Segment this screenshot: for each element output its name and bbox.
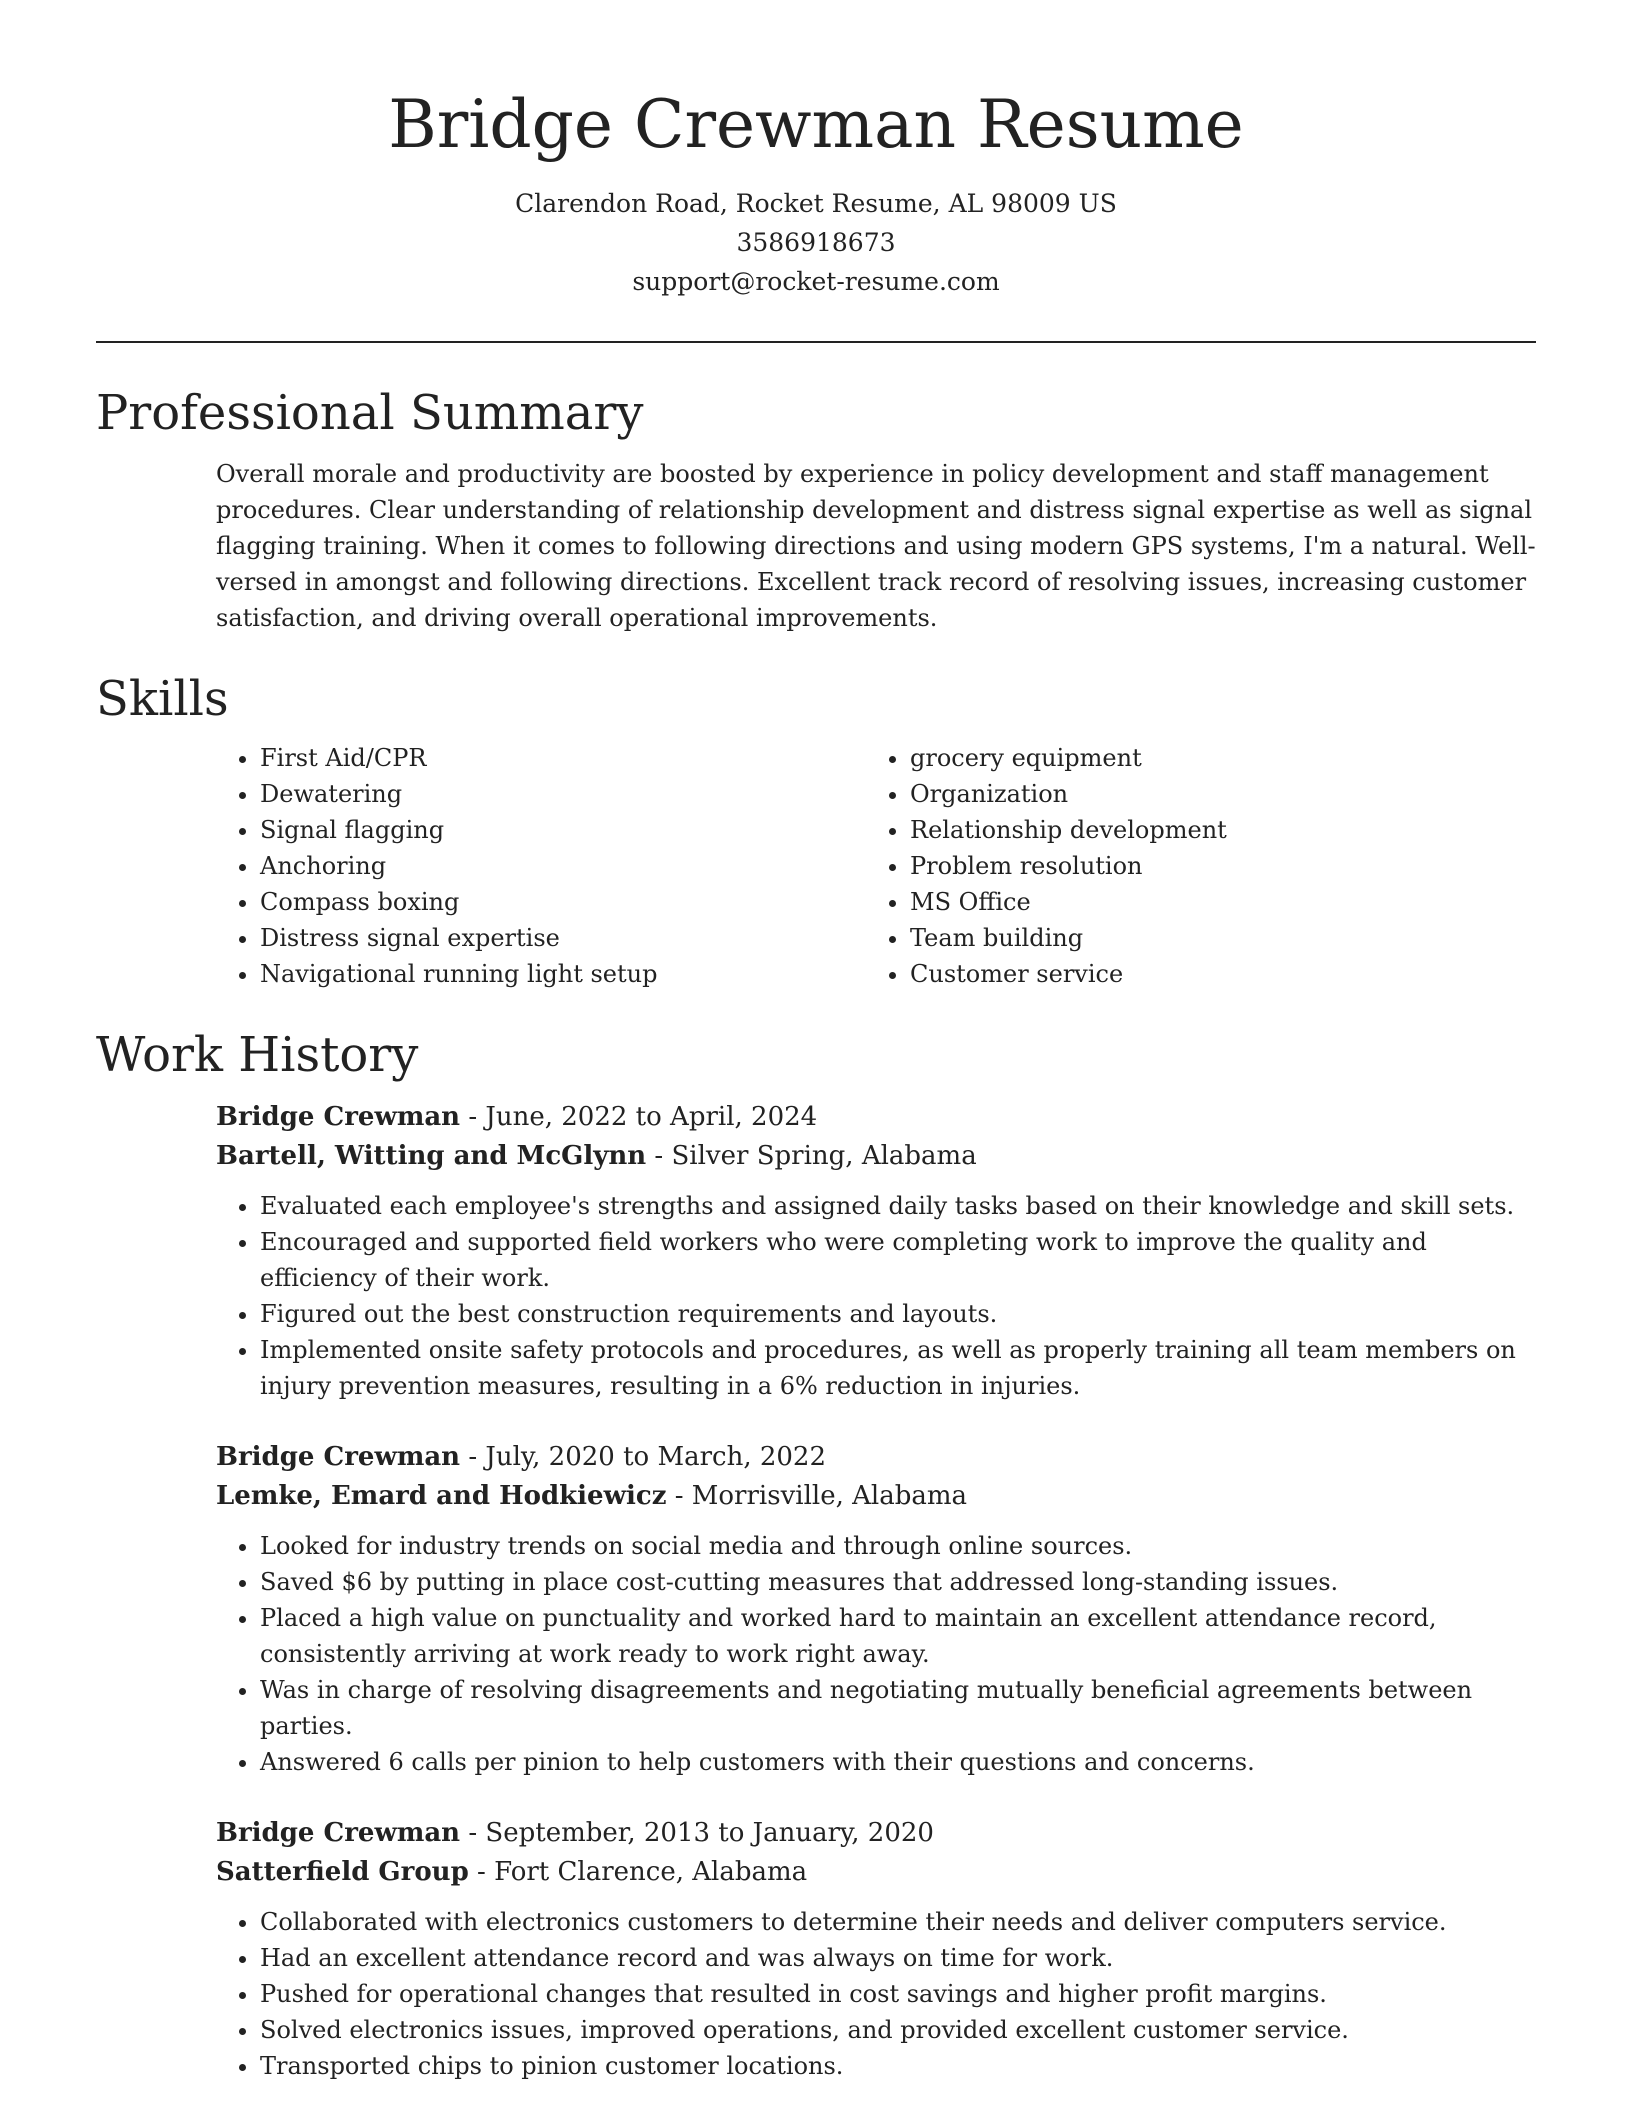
skills-columns [96,740,1536,992]
job-role-line [216,1098,1536,1137]
job-role: Bridge Crewman [216,1818,461,1848]
job-role-line [216,1814,1536,1853]
job-location: - Fort Clarence, Alabama [468,1857,808,1887]
skills-section [96,668,1536,992]
skills-list-right [866,740,1516,992]
job-bullet: • Implemented onsite safety protocols and procedures, as well as properly training all team members on injury prevention measures, resulting in a 6% reduction in injuries. [260,1332,1536,1404]
job-location: - Morrisville, Alabama [666,1481,968,1511]
skill-item: • grocery equipment [910,740,1516,776]
job-role: Bridge Crewman [216,1442,461,1472]
skill-item: • Compass boxing [260,884,866,920]
skills-title: Skills [96,671,229,727]
job-bullets [216,1188,1536,1404]
job-entry [96,1098,1536,1404]
job-bullets [216,1904,1536,2084]
job-bullet: • Answered 6 calls per pinion to help customers with their questions and concerns. [260,1744,1536,1780]
skill-item: • Problem resolution [910,848,1516,884]
contact-phone: 3586918673 [736,228,896,257]
job-company: Bartell, Witting and McGlynn [216,1141,647,1171]
job-bullet: • Had an excellent attendance record and was always on time for work. [260,1940,1536,1976]
job-role-line [216,1438,1536,1477]
skill-item: • Organization [910,776,1516,812]
job-dates: - September, 2013 to January, 2020 [460,1818,934,1848]
job-role: Bridge Crewman [216,1102,461,1132]
job-company: Satterfield Group [216,1857,469,1887]
contact-address: Clarendon Road, Rocket Resume, AL 98009 US [515,189,1117,218]
summary-title: Professional Summary [96,385,644,441]
skill-item: • Signal flagging [260,812,866,848]
job-company-line [216,1477,1536,1516]
job-bullet: • Was in charge of resolving disagreements and negotiating mutually beneficial agreements between parties. [260,1672,1536,1744]
job-bullet: • Looked for industry trends on social media and through online sources. [260,1528,1536,1564]
resume-title: Bridge Crewman Resume [388,86,1244,163]
job-bullet: • Encouraged and supported field workers who were completing work to improve the quality and efficiency of their work. [260,1224,1536,1296]
resume-header [0,80,1632,301]
job-bullet: • Pushed for operational changes that resulted in cost savings and higher profit margins. [260,1976,1536,2012]
job-dates: - July, 2020 to March, 2022 [460,1442,827,1472]
skill-item: • First Aid/CPR [260,740,866,776]
header-divider [96,341,1536,343]
skills-list-left [216,740,866,992]
job-dates: - June, 2022 to April, 2024 [460,1102,818,1132]
job-bullet: • Placed a high value on punctuality and worked hard to maintain an excellent attendance record, consistently arriving at work ready to work right away. [260,1600,1536,1672]
job-bullets [216,1528,1536,1780]
skill-item: • Distress signal expertise [260,920,866,956]
skill-item: • Team building [910,920,1516,956]
job-bullet: • Collaborated with electronics customers to determine their needs and deliver computers service. [260,1904,1536,1940]
skill-item: • Customer service [910,956,1516,992]
work-section [96,1024,1536,2084]
skill-item: • Relationship development [910,812,1516,848]
job-bullet: • Saved $6 by putting in place cost-cutting measures that addressed long-standing issues. [260,1564,1536,1600]
job-location: - Silver Spring, Alabama [646,1141,977,1171]
work-title: Work History [96,1027,419,1083]
job-bullet: • Figured out the best construction requirements and layouts. [260,1296,1536,1332]
job-bullet: • Evaluated each employee's strengths and assigned daily tasks based on their knowledge and skill sets. [260,1188,1536,1224]
skill-item: • Dewatering [260,776,866,812]
skill-item: • Navigational running light setup [260,956,866,992]
summary-section [96,382,1536,636]
job-bullet: • Transported chips to pinion customer locations. [260,2048,1536,2084]
job-bullet: • Solved electronics issues, improved operations, and provided excellent customer service. [260,2012,1536,2048]
skill-item: • Anchoring [260,848,866,884]
contact-email: support@rocket-resume.com [632,267,1000,296]
summary-text: Overall morale and productivity are boosted by experience in policy development and staff management procedures. Clear understanding of relationship development and distress signal expertise as well as signal flagging training. When it comes to following directions and using modern GPS systems, I'm a natural. Well-versed in amongst and following directions. Excellent track record of resolving issues, increasing customer satisfaction, and driving overall operational improvements. [216,460,1536,632]
job-company-line [216,1853,1536,1892]
job-entry [96,1814,1536,2084]
job-company: Lemke, Emard and Hodkiewicz [216,1481,667,1511]
skill-item: • MS Office [910,884,1516,920]
job-entry [96,1438,1536,1780]
job-company-line [216,1137,1536,1176]
